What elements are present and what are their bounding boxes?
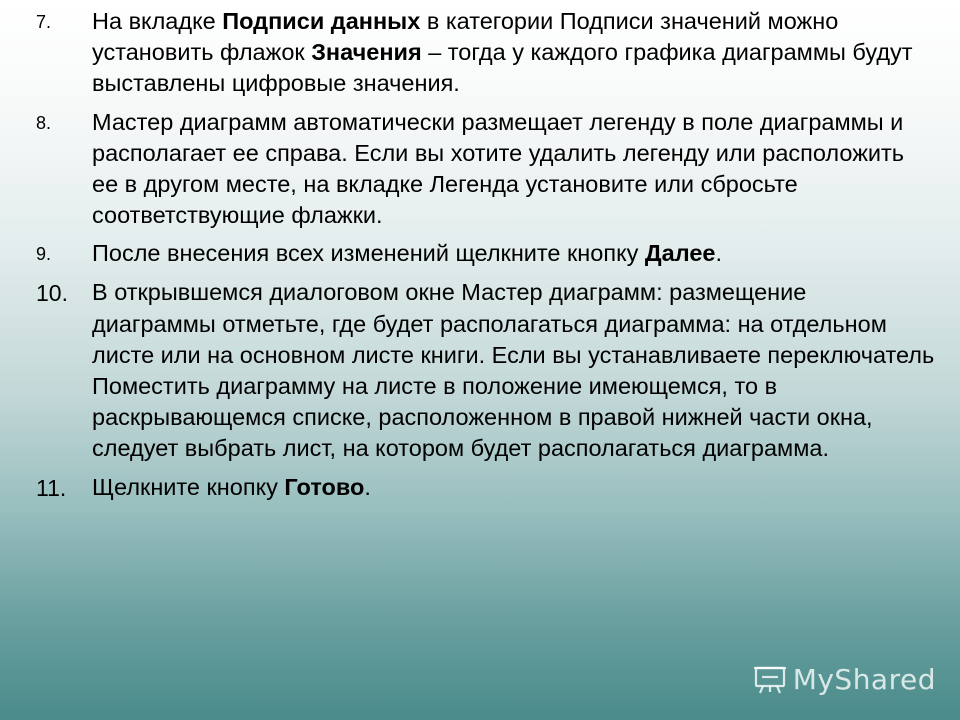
item-number: 7. (36, 12, 52, 32)
item-text: Мастер диаграмм автоматически размещает легенду в поле диаграммы и располагает ее справа. Если вы хотите удалить легенду или расположить ее в другом месте, на вкладке Легенда установите или сбросьте соответствующие флажки. (92, 108, 905, 229)
list-item (36, 277, 936, 464)
item-text: На вкладке Подписи данных в категории Подписи значений можно установить флажок Значения – тогда у каждого графика диаграммы будут выставлены цифровые значения. (92, 8, 913, 97)
item-text: После внесения всех изменений щелкните кнопку Далее. (92, 240, 723, 267)
item-number: 9. (36, 244, 52, 265)
watermark-text: MyShared (792, 663, 936, 696)
item-number: 8. (36, 112, 52, 133)
watermark (753, 663, 936, 696)
instruction-list (36, 6, 936, 511)
item-text: В открывшемся диалоговом окне Мастер диаграмм: размещение диаграммы отметьте, где будет располагаться диаграмма: на отдельном листе или на основном листе книги. Если вы устанавливаете переключатель Поместить диаграмму на листе в положение имеющемся, то в раскрывающемся списке, расположенном в правой нижней части окна, следует выбрать лист, на котором будет располагаться диаграмма. (92, 279, 935, 462)
item-number: 10. (36, 280, 68, 307)
presentation-board-icon (753, 665, 787, 695)
list-item (36, 6, 936, 100)
list-item (36, 238, 936, 270)
item-text: Щелкните кнопку Готово. (92, 473, 371, 500)
list-item (36, 107, 936, 232)
item-number: 11. (36, 474, 67, 501)
list-item (36, 472, 936, 504)
